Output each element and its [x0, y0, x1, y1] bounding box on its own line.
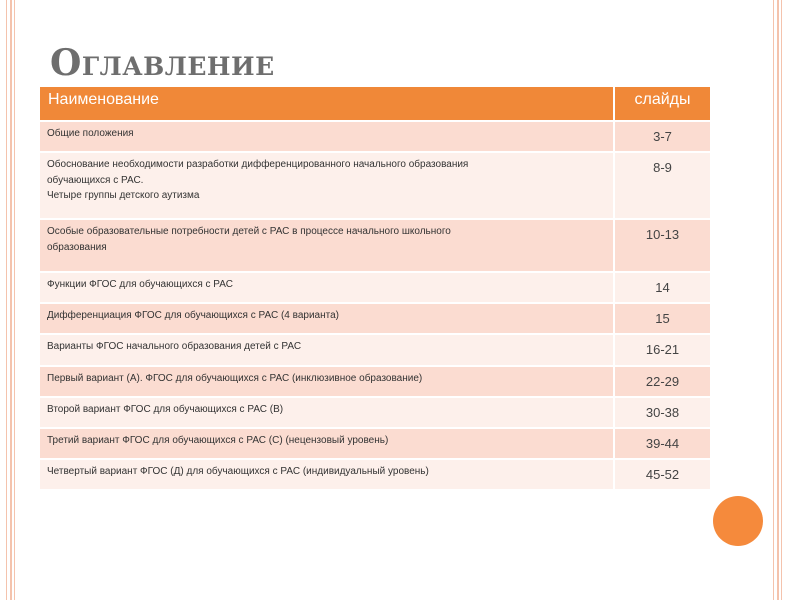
- page-title: Оглавление: [50, 42, 275, 84]
- row-title: [40, 334, 614, 365]
- row-title-text: Общие положения: [47, 128, 134, 139]
- left-border-line: [6, 0, 7, 600]
- row-title-text: Функции ФГОС для обучающихся с РАС: [47, 279, 233, 291]
- row-title-text: Второй вариант ФГОС для обучающихся с РАС (В): [47, 403, 284, 415]
- right-border-line: [777, 0, 779, 600]
- table-row[interactable]: [40, 397, 711, 428]
- row-title-text: Четвертый вариант ФГОС (Д) для обучающихся с РАС (индивидуальный уровень): [47, 465, 429, 477]
- row-title: [40, 121, 614, 152]
- row-slides: 22-29: [614, 366, 711, 397]
- row-title-text: Четыре группы детского аутизма: [47, 190, 200, 202]
- table-row[interactable]: [40, 152, 711, 219]
- table-row[interactable]: [40, 334, 711, 365]
- row-slides: 45-52: [614, 459, 711, 490]
- row-title: [40, 219, 614, 272]
- row-slides: 39-44: [614, 428, 711, 459]
- row-title-text: образования: [47, 241, 107, 253]
- left-border-line: [10, 0, 12, 600]
- table-row[interactable]: [40, 428, 711, 459]
- row-title-text: Особые образовательные потребности детей с РАС в процессе начального школьного: [47, 226, 451, 238]
- table-row[interactable]: [40, 272, 711, 303]
- table-row[interactable]: [40, 366, 711, 397]
- row-title: [40, 459, 614, 490]
- right-border-line: [781, 0, 782, 600]
- table-row[interactable]: [40, 459, 711, 490]
- table-row[interactable]: [40, 303, 711, 334]
- header-name: Наименование: [40, 87, 614, 121]
- row-slides: 10-13: [614, 219, 711, 272]
- row-title: [40, 272, 614, 303]
- decorative-circle: [713, 496, 763, 546]
- table-row[interactable]: [40, 121, 711, 152]
- right-border-line: [773, 0, 774, 600]
- row-title-text: Варианты ФГОС начального образования детей с РАС: [47, 341, 302, 353]
- row-title: [40, 397, 614, 428]
- row-slides: 8-9: [614, 152, 711, 219]
- table-header-row: [40, 87, 711, 121]
- row-title-text: Дифференциация ФГОС для обучающихся с РАС (4 варианта): [47, 310, 339, 322]
- row-slides: 14: [614, 272, 711, 303]
- row-title: [40, 303, 614, 334]
- row-title: [40, 366, 614, 397]
- row-title: [40, 428, 614, 459]
- contents-table: [40, 87, 712, 491]
- row-slides: 16-21: [614, 334, 711, 365]
- row-title-text: обучающихся с РАС.: [47, 174, 144, 186]
- row-title-text: Обоснование необходимости разработки дифференцированного начального образования: [47, 159, 469, 171]
- row-slides: 3-7: [614, 121, 711, 152]
- row-title-text: Первый вариант (А). ФГОС для обучающихся с РАС (инклюзивное образование): [47, 372, 423, 384]
- header-slides: слайды: [614, 87, 711, 121]
- row-title: [40, 152, 614, 219]
- table-row[interactable]: [40, 219, 711, 272]
- row-title-text: Третий вариант ФГОС для обучающихся с РАС (С) (нецензовый уровень): [47, 434, 389, 446]
- row-slides: 15: [614, 303, 711, 334]
- row-slides: 30-38: [614, 397, 711, 428]
